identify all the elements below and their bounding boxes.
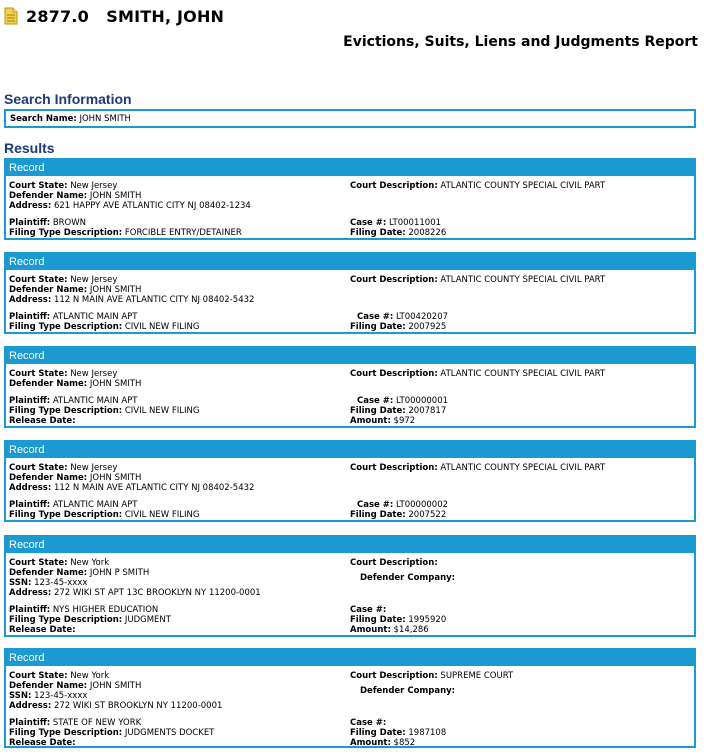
record-header: Record: [6, 537, 694, 553]
record-card: [4, 252, 696, 334]
court-description-label: Court Description:: [350, 558, 438, 568]
filing-type-label: Filing Type Description:: [9, 615, 123, 625]
address-label: Address:: [9, 588, 52, 598]
search-info-heading: Search Information: [4, 91, 132, 107]
amount-value: $14,286: [393, 625, 429, 635]
defender-name-value: JOHN SMITH: [89, 285, 142, 295]
amount-label: Amount:: [350, 738, 391, 748]
record-header: Record: [6, 160, 694, 176]
plaintiff-label: Plaintiff:: [9, 312, 51, 322]
court-state-value: New Jersey: [70, 463, 118, 473]
court-description-label: Court Description:: [350, 369, 438, 379]
plaintiff-label: Plaintiff:: [9, 396, 51, 406]
court-state-value: New Jersey: [70, 369, 118, 379]
court-state-label: Court State:: [9, 558, 68, 568]
court-state-value: New York: [70, 558, 110, 568]
filing-date-value: 2007817: [408, 406, 447, 416]
report-header: [4, 4, 224, 28]
ssn-value: 123-45-xxxx: [34, 691, 88, 701]
address-value: 112 N MAIN AVE ATLANTIC CITY NJ 08402-5432: [53, 295, 255, 305]
address-label: Address:: [9, 201, 52, 211]
case-number-label: Case #:: [357, 500, 394, 510]
defender-name-value: JOHN SMITH: [89, 681, 142, 691]
defender-name-value: JOHN SMITH: [89, 473, 142, 483]
address-value: 272 WIKI ST BROOKLYN NY 11200-0001: [53, 701, 223, 711]
court-state-label: Court State:: [9, 181, 68, 191]
ssn-label: SSN:: [9, 691, 32, 701]
amount-value: $972: [393, 416, 416, 426]
defender-name-label: Defender Name:: [9, 681, 88, 691]
case-number-label: Case #:: [357, 312, 394, 322]
plaintiff-label: Plaintiff:: [9, 500, 51, 510]
address-label: Address:: [9, 483, 52, 493]
case-number-label: Case #:: [350, 718, 387, 728]
plaintiff-value: ATLANTIC MAIN APT: [52, 312, 138, 322]
record-card: [4, 440, 696, 522]
release-date-label: Release Date:: [9, 625, 76, 635]
filing-date-label: Filing Date:: [350, 728, 406, 738]
defender-name-value: JOHN SMITH: [89, 191, 142, 201]
filing-type-value: FORCIBLE ENTRY/DETAINER: [124, 228, 242, 238]
defender-name-value: JOHN SMITH: [89, 379, 142, 389]
filing-type-label: Filing Type Description:: [9, 406, 123, 416]
case-number-value: LT00000001: [395, 396, 449, 406]
search-name-label: Search Name:: [10, 114, 77, 124]
plaintiff-value: ATLANTIC MAIN APT: [52, 396, 138, 406]
filing-type-label: Filing Type Description:: [9, 322, 123, 332]
filing-date-value: 2007925: [408, 322, 447, 332]
plaintiff-value: ATLANTIC MAIN APT: [52, 500, 138, 510]
amount-label: Amount:: [350, 625, 391, 635]
filing-date-label: Filing Date:: [350, 322, 406, 332]
address-label: Address:: [9, 295, 52, 305]
filing-type-value: JUDGMENT: [124, 615, 171, 625]
release-date-label: Release Date:: [9, 738, 76, 748]
record-header: Record: [6, 442, 694, 458]
filing-type-value: CIVIL NEW FILING: [124, 510, 200, 520]
amount-value: $852: [393, 738, 416, 748]
address-value: 112 N MAIN AVE ATLANTIC CITY NJ 08402-5432: [53, 483, 255, 493]
filing-date-value: 2008226: [408, 228, 447, 238]
record-header: Record: [6, 254, 694, 270]
court-state-label: Court State:: [9, 275, 68, 285]
court-description-value: ATLANTIC COUNTY SPECIAL CIVIL PART: [440, 181, 606, 191]
case-number-label: Case #:: [357, 396, 394, 406]
report-title: Evictions, Suits, Liens and Judgments Report: [343, 34, 698, 50]
filing-type-label: Filing Type Description:: [9, 228, 123, 238]
filing-type-value: JUDGMENTS DOCKET: [124, 728, 215, 738]
court-description-value: ATLANTIC COUNTY SPECIAL CIVIL PART: [440, 275, 606, 285]
address-label: Address:: [9, 701, 52, 711]
search-name-value: JOHN SMITH: [79, 114, 131, 124]
filing-type-value: CIVIL NEW FILING: [124, 406, 200, 416]
search-info-box: [4, 109, 696, 128]
record-header: Record: [6, 650, 694, 666]
court-state-label: Court State:: [9, 369, 68, 379]
defender-name-value: JOHN P SMITH: [89, 568, 150, 578]
ssn-value: 123-45-xxxx: [34, 578, 88, 588]
record-card: [4, 648, 696, 748]
defender-name-label: Defender Name:: [9, 473, 88, 483]
filing-date-value: 2007522: [408, 510, 447, 520]
court-state-label: Court State:: [9, 671, 68, 681]
court-description-label: Court Description:: [350, 671, 438, 681]
court-state-value: New Jersey: [70, 181, 118, 191]
plaintiff-label: Plaintiff:: [9, 218, 51, 228]
filing-date-value: 1995920: [408, 615, 447, 625]
court-description-label: Court Description:: [350, 275, 438, 285]
address-value: 621 HAPPY AVE ATLANTIC CITY NJ 08402-1234: [53, 201, 251, 211]
release-date-label: Release Date:: [9, 416, 76, 426]
plaintiff-label: Plaintiff:: [9, 718, 51, 728]
filing-date-label: Filing Date:: [350, 615, 406, 625]
defender-name-label: Defender Name:: [9, 568, 88, 578]
court-state-value: New York: [70, 671, 110, 681]
court-description-label: Court Description:: [350, 181, 438, 191]
defender-company-label: Defender Company:: [360, 573, 456, 583]
plaintiff-value: BROWN: [52, 218, 87, 228]
defender-name-label: Defender Name:: [9, 379, 88, 389]
filing-date-label: Filing Date:: [350, 510, 406, 520]
court-description-value: ATLANTIC COUNTY SPECIAL CIVIL PART: [440, 369, 606, 379]
case-number-label: Case #:: [350, 218, 387, 228]
amount-label: Amount:: [350, 416, 391, 426]
ssn-label: SSN:: [9, 578, 32, 588]
case-number-value: LT00011001: [388, 218, 442, 228]
plaintiff-value: NYS HIGHER EDUCATION: [52, 605, 159, 615]
court-description-value: SUPREME COURT: [440, 671, 514, 681]
court-description-value: ATLANTIC COUNTY SPECIAL CIVIL PART: [440, 463, 606, 473]
results-heading: Results: [4, 140, 55, 156]
plaintiff-label: Plaintiff:: [9, 605, 51, 615]
record-card: [4, 158, 696, 240]
address-value: 272 WIKI ST APT 13C BROOKLYN NY 11200-0001: [53, 588, 261, 598]
filing-type-label: Filing Type Description:: [9, 728, 123, 738]
filing-date-label: Filing Date:: [350, 406, 406, 416]
case-number-value: LT00420207: [395, 312, 449, 322]
court-description-label: Court Description:: [350, 463, 438, 473]
record-header: Record: [6, 348, 694, 364]
filing-date-value: 1987108: [408, 728, 447, 738]
filing-date-label: Filing Date:: [350, 228, 406, 238]
defender-company-label: Defender Company:: [360, 686, 456, 696]
court-state-value: New Jersey: [70, 275, 118, 285]
court-state-label: Court State:: [9, 463, 68, 473]
case-number-value: LT00000002: [395, 500, 449, 510]
document-icon: [4, 7, 18, 25]
defender-name-label: Defender Name:: [9, 191, 88, 201]
record-card: [4, 535, 696, 637]
defender-name-label: Defender Name:: [9, 285, 88, 295]
plaintiff-value: STATE OF NEW YORK: [52, 718, 142, 728]
record-card: [4, 346, 696, 428]
subject-title: 2877.0 SMITH, JOHN: [26, 6, 225, 26]
case-number-label: Case #:: [350, 605, 387, 615]
filing-type-label: Filing Type Description:: [9, 510, 123, 520]
filing-type-value: CIVIL NEW FILING: [124, 322, 200, 332]
